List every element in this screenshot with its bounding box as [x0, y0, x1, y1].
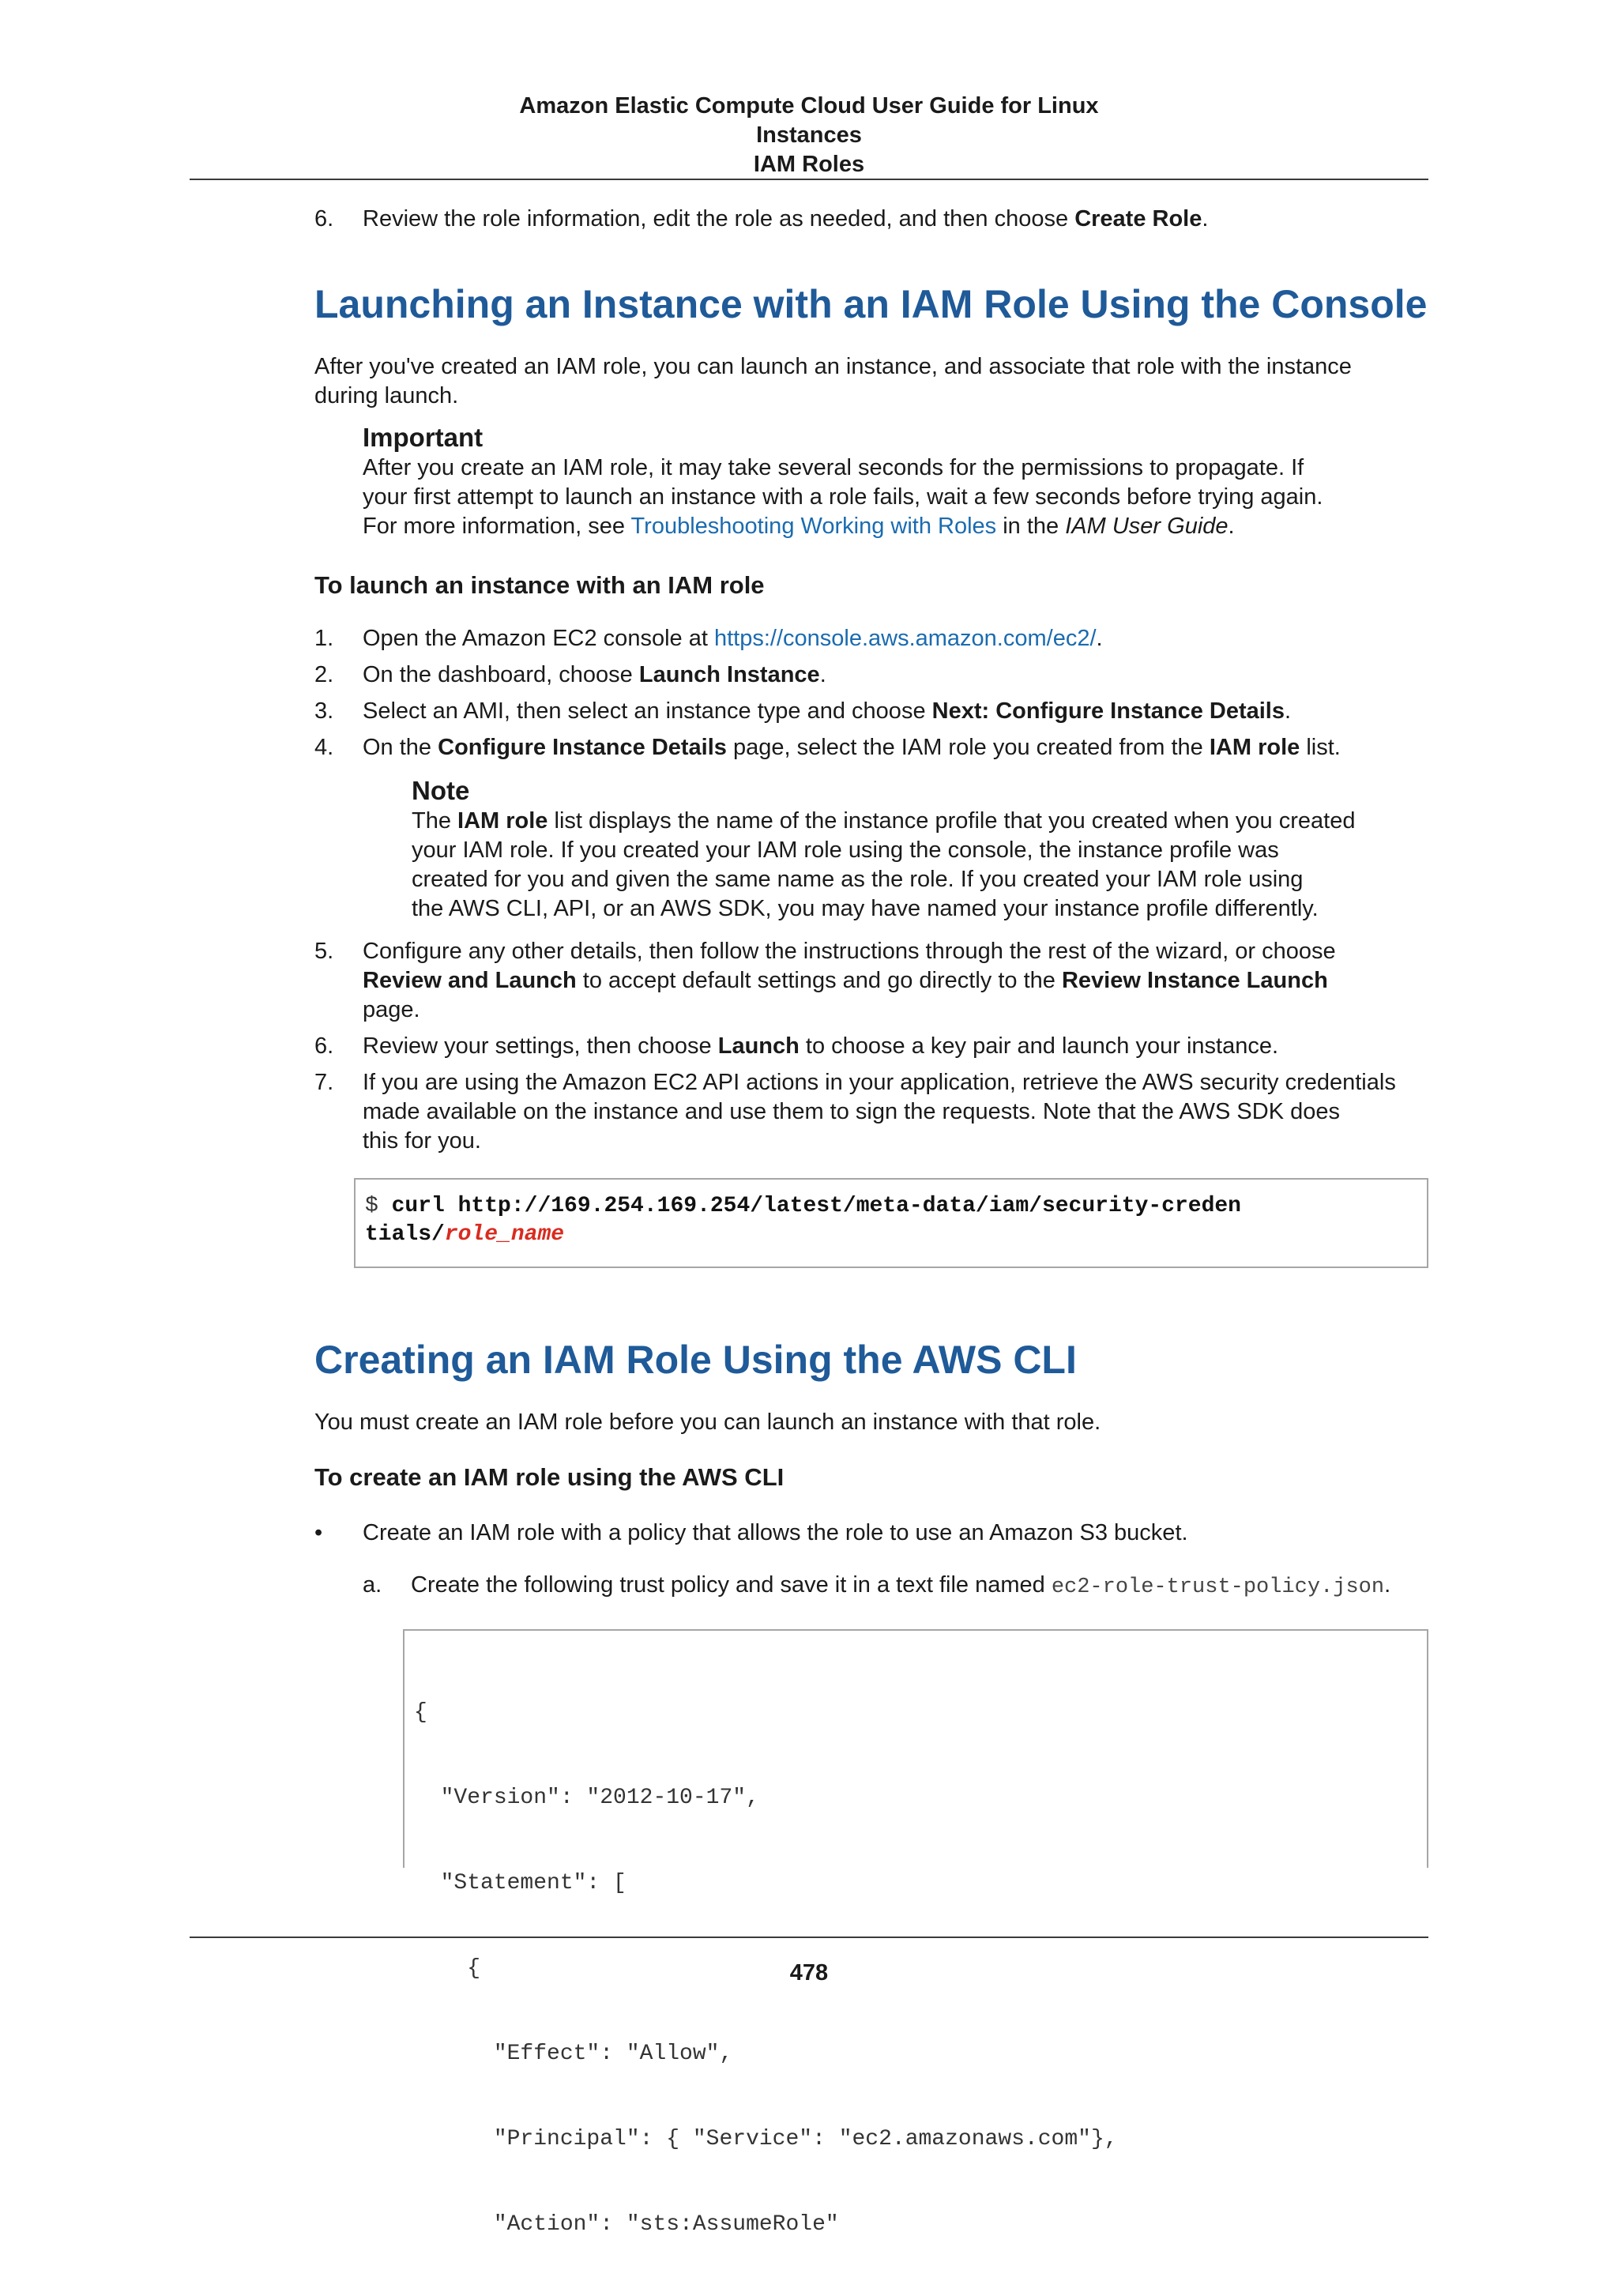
section2-paragraph: You must create an IAM role before you can launch an instance with that role. [314, 1410, 1101, 1435]
section-heading-launch: Launching an Instance with an IAM Role Using the Console [314, 282, 1428, 326]
header-chapter: Instances [756, 122, 862, 148]
trust-policy-filename: ec2-role-trust-policy.json [1051, 1575, 1385, 1599]
header-section: IAM Roles [753, 152, 865, 177]
note-title: Note [412, 776, 470, 805]
step-number: 6. [314, 206, 334, 231]
note-callout: Note The IAM role list displays the name of the instance profile that you created when you created your IAM role. If you created your IAM role using the console, the instance profile was created for you and given the same name as the role. If you created your IAM role using the AWS CLI, API, or an AWS SDK, you may have named your instance profile differently. [412, 775, 1439, 924]
ec2-console-link[interactable]: https://console.aws.amazon.com/ec2/ [713, 626, 1097, 651]
section1-paragraph: After you've created an IAM role, you can launch an instance, and associate that role with the instance during launch. [314, 354, 1352, 408]
important-callout: Important After you create an IAM role, it may take several seconds for the permissions to propagate. If your first attempt to launch an instance with a role fails, wait a few seconds before trying again. For more information, see Troubleshooting Working with Roles in the IAM User Guide. [363, 422, 1437, 541]
trust-policy-code-block[interactable]: { "Version": "2012-10-17", "Statement": [ { "Effect": "Allow", "Principal": { "Service": "ec2.amazonaws.com"}, "Action": "sts:AssumeRole" [403, 1629, 1428, 1868]
bullet-mark: • [314, 1520, 323, 1545]
footer-rule [190, 1937, 1428, 1938]
section-heading-cli: Creating an IAM Role Using the AWS CLI [314, 1338, 1077, 1382]
curl-code-block[interactable]: $ curl http://169.254.169.254/latest/meta-data/iam/security-creden tials/role_name [354, 1178, 1428, 1268]
important-title: Important [363, 423, 484, 452]
running-header [190, 92, 1428, 179]
header-rule [190, 179, 1428, 180]
procedure-title-launch: To launch an instance with an IAM role [314, 571, 765, 599]
header-guide-title: Amazon Elastic Compute Cloud User Guide for Linux [519, 93, 1099, 119]
role-name-placeholder: role_name [444, 1222, 565, 1247]
ui-term: Create Role [1074, 206, 1202, 231]
troubleshooting-roles-link[interactable]: Troubleshooting Working with Roles [630, 514, 997, 539]
page-number: 478 [789, 1960, 829, 1985]
document-page: Amazon Elastic Compute Cloud User Guide for Linux Instances IAM Roles 6. Review the role information, edit the role as needed, and then choose Create Role. Launching an Instance with an IAM Role Using the Console After you've created an IAM role, you can launch an instance, and associate that role with the instance during launch. Important After you create an IAM role, it may take several seconds for the permissions to propagate. If your first attempt to launch an instance with a role fails, wait a few seconds before trying again. For more information, see Troubleshooting Working with Roles in the IAM User Guide. To launch an instance with an IAM role 1. Open the Amazon EC2 console at https://console.aws.amazon.com/ec2/. 2. On the dashboard, choose Launch Instance. 3. Select an AMI, then select an instance type and choose Next: Configure Instance Details. 4. On the Configure Instance Details page, select the IAM role you created from the IAM role list. Note The IAM role list displays the name of the instance profile that you created when you created your IAM role. If you created your IAM role using the console, the instance profile was created for you and given the same name as the role. If you created your IAM role using the AWS CLI, API, or an AWS SDK, you may have named your instance profile differently. 5. Configure any other details, then follow the instructions through the rest of the wizard, or choose Review and Launch to accept default settings and go directly to the Review Instance Launch page. 6. Review your settings, then choose Launch to choose a key pair and launch your instance. 7. If you are using the Amazon EC2 API actions in your application, retrieve the AWS security credentials made available on the instance and use them to sign the requests. Note that the AWS SDK does this for you. $ curl http://169.254.169.254/latest/meta-data/iam/security-creden tials/role_name Creating an IAM Role Using the AWS CLI You must create an IAM role before you can launch an instance with that role. To create an IAM role using the AWS CLI • Create an IAM role with a policy that allows the role to use an Amazon S3 bucket. a. Create the following trust policy and save it in a text file named ec2-role-trust-policy.json. { "Version": "2012-10-17", "Statement": [ { "Effect": "Allow", "Principal": { "Service": "ec2.amazonaws.com"}, "Action": "sts:AssumeRole" 478 [0, 0, 1618, 2094]
procedure-title-cli: To create an IAM role using the AWS CLI [314, 1463, 785, 1491]
